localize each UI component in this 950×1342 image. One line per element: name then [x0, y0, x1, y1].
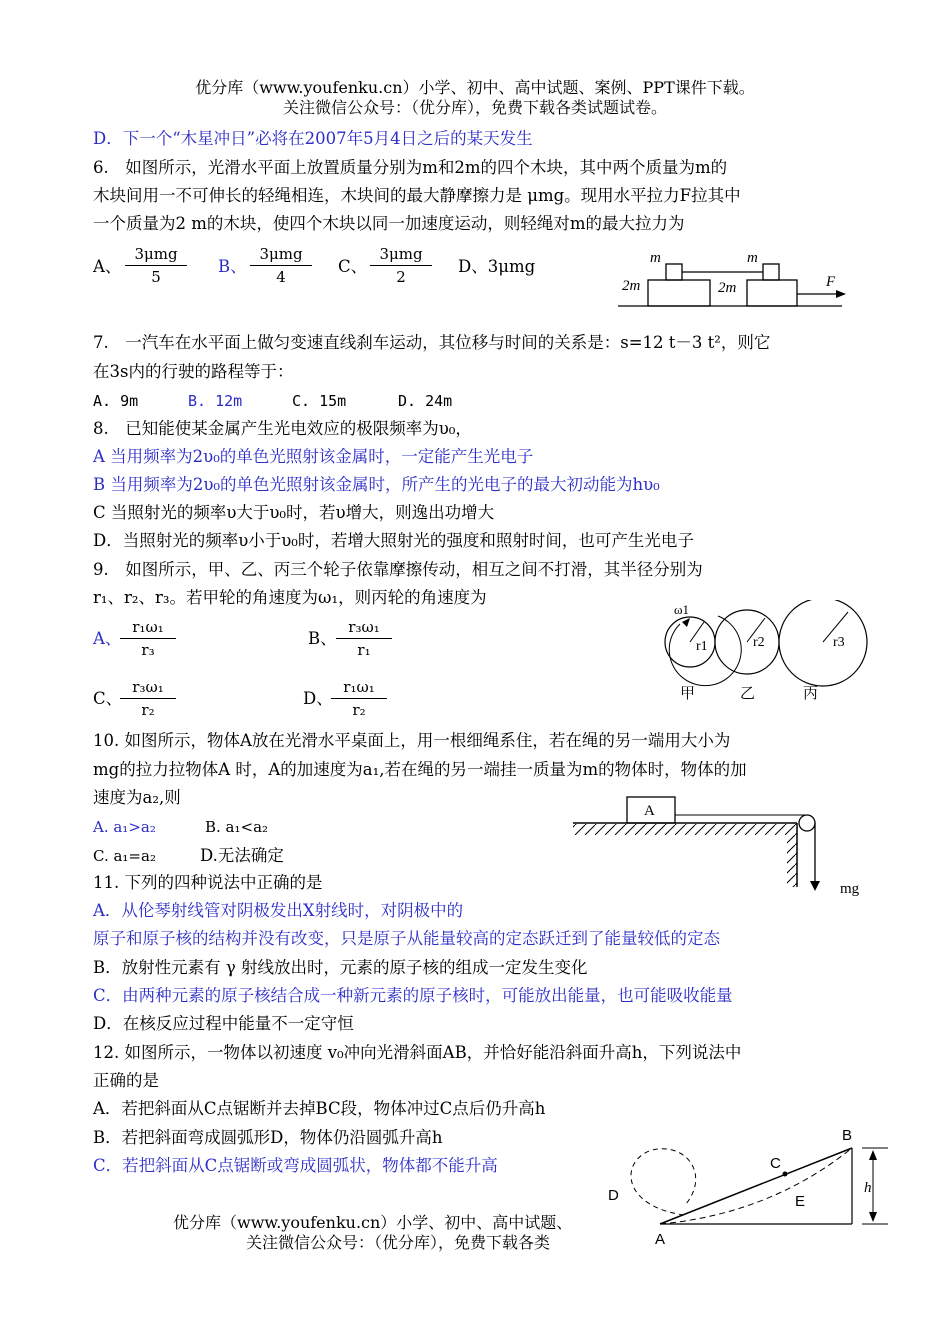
q9-option-b-den: r₁ — [357, 641, 371, 659]
q6-option-a-fraction — [125, 244, 187, 287]
block-2m-left — [648, 280, 710, 306]
q10-text-1: 10. 如图所示，物体A放在光滑水平桌面上，用一根细绳系住，若在绳的另一端用大小为 — [93, 731, 731, 750]
q9-option-d-den: r₂ — [352, 701, 366, 719]
q11-option-c: C．由两种元素的原子核结合成一种新元素的原子核时，可能放出能量，也可能吸收能量 — [93, 986, 733, 1005]
q9-option-c-fraction — [120, 677, 176, 720]
q6-option-b-num: 3μmg — [259, 245, 303, 263]
q9-option-c-label: C、 — [93, 689, 123, 708]
block-2m-right — [747, 280, 797, 306]
q10-option-a: A. a₁>a₂ — [93, 818, 156, 836]
q12-option-a: A．若把斜面从C点锯断并去掉BC段，物体冲过C点后仍升高h — [93, 1099, 546, 1118]
q9-option-a-label: A、 — [93, 629, 122, 648]
header-line-2: 关注微信公众号：（优分库），免费下载各类试题试卷。 — [282, 98, 667, 117]
header-line-1: 优分库（www.youfenku.cn）小学、初中、高中试题、案例、PPT课件下载。 — [195, 78, 755, 97]
footer-line-1: 优分库（www.youfenku.cn）小学、初中、高中试题、 — [173, 1213, 573, 1232]
label-2m-left: 2m — [622, 278, 641, 294]
table-edge-hatch — [787, 835, 797, 887]
q12-incline-figure — [600, 1120, 890, 1250]
q11-option-d: D．在核反应过程中能量不一定守恒 — [93, 1014, 354, 1033]
q8-text: 8. 已知能使某金属产生光电效应的极限频率为υ₀， — [93, 419, 472, 438]
q11-option-a-1: A．从伦琴射线管对阴极发出X射线时，对阴极中的 — [93, 901, 464, 920]
q6-text-2: 木块间用一不可伸长的轻绳相连，木块间的最大静摩擦力是 μmg。现用水平拉力F拉其中 — [93, 186, 741, 205]
incline-AB — [660, 1148, 852, 1224]
q7-option-d: D. 24m — [398, 392, 453, 410]
q9-option-a-num: r₁ω₁ — [132, 618, 164, 636]
block-m-right — [763, 264, 779, 280]
q7-option-c: C. 15m — [292, 392, 347, 410]
table-hatch — [573, 824, 797, 835]
q6-option-d: D、3μmg — [458, 257, 536, 276]
q11-option-a-2: 原子和原子核的结构并没有改变，只是原子从能量较高的定态跃迁到了能量较低的定态 — [93, 929, 720, 948]
q10-text-3: 速度为a₂,则 — [93, 788, 181, 807]
footer-line-2: 关注微信公众号：（优分库），免费下载各类 — [246, 1233, 551, 1252]
q6-blocks-figure — [610, 248, 855, 310]
wheel-bing — [779, 600, 867, 686]
label-E: E — [795, 1193, 806, 1210]
q6-option-a-den: 5 — [151, 268, 161, 286]
label-m-right: m — [747, 250, 758, 266]
arc-D — [631, 1149, 696, 1215]
label-r3: r3 — [833, 635, 845, 650]
point-C — [783, 1172, 788, 1177]
h-arrow-down — [869, 1212, 877, 1222]
q10-option-d: D.无法确定 — [200, 846, 284, 865]
force-arrowhead — [836, 290, 846, 298]
label-A: A — [655, 1231, 666, 1248]
q7-text-2: 在3s内的行驶的路程等于： — [93, 362, 294, 381]
q9-option-a-fraction — [120, 617, 176, 660]
label-r1: r1 — [696, 639, 708, 654]
q6-option-a-label: A、 — [93, 257, 122, 276]
label-omega1: ω1 — [674, 602, 690, 617]
q10-option-b: B. a₁<a₂ — [205, 818, 269, 836]
q8-option-a: A 当用频率为2υ₀的单色光照射该金属时，一定能产生光电子 — [93, 447, 534, 466]
q9-option-b-label: B、 — [308, 629, 337, 648]
q9-wheels-figure — [640, 600, 880, 705]
q10-option-c: C. a₁=a₂ — [93, 847, 156, 865]
label-2m-right: 2m — [718, 280, 737, 296]
label-C: C — [770, 1155, 781, 1172]
q6-option-c-label: C、 — [338, 257, 368, 276]
q9-option-b-fraction — [336, 617, 392, 660]
q6-option-c-den: 2 — [396, 268, 406, 286]
label-jia: 甲 — [680, 684, 696, 702]
h-arrow-up — [869, 1150, 877, 1160]
q7-text-1: 7. 一汽车在水平面上做匀变速直线刹车运动，其位移与时间的关系是：s=12 t－3 t²，则它 — [93, 333, 771, 352]
q12-option-b: B．若把斜面弯成圆弧形D，物体仍沿圆弧升高h — [93, 1128, 443, 1147]
q9-text-1: 9. 如图所示，甲、乙、丙三个轮子依靠摩擦传动，相互之间不打滑，其半径分别为 — [93, 560, 703, 579]
q6-option-c-fraction — [370, 244, 432, 287]
q11-option-b: B．放射性元素有 γ 射线放出时，元素的原子核的组成一定发生变化 — [93, 958, 588, 977]
q8-option-d: D．当照射光的频率υ小于υ₀时，若增大照射光的强度和照射时间，也可产生光电子 — [93, 531, 694, 550]
q7-option-b: B. 12m — [188, 392, 243, 410]
q6-option-b-fraction — [250, 244, 312, 287]
q9-option-b-num: r₃ω₁ — [348, 618, 380, 636]
q12-text-1: 12. 如图所示，一物体以初速度 v₀冲向光滑斜面AB，并恰好能沿斜面升高h，下列说法中 — [93, 1043, 742, 1062]
q6-text-3: 一个质量为2 m的木块，使四个木块以同一加速度运动，则轻绳对m的最大拉力为 — [93, 214, 685, 233]
q7-option-a: A. 9m — [93, 392, 139, 410]
q9-option-d-label: D、 — [303, 689, 333, 708]
q10-text-2: mg的拉力拉物体A 时，A的加速度为a₁,若在绳的另一端挂一质量为m的物体时，物体的加 — [93, 760, 747, 779]
label-bing: 丙 — [803, 684, 819, 702]
label-r2: r2 — [753, 635, 765, 650]
q9-option-a-den: r₃ — [141, 641, 155, 659]
q8-option-b: B 当用频率为2υ₀的单色光照射该金属时，所产生的光电子的最大初动能为hυ₀ — [93, 475, 660, 494]
q6-option-c-num: 3μmg — [379, 245, 423, 263]
pulley — [799, 815, 815, 831]
rotation-arrowhead — [682, 618, 690, 627]
mg-arrowhead — [810, 881, 820, 891]
label-D: D — [608, 1187, 619, 1204]
q8-option-c: C 当照射光的频率υ大于υ₀时，若υ增大，则逸出功增大 — [93, 503, 495, 522]
label-block-A: A — [644, 803, 655, 819]
q6-option-a-num: 3μmg — [134, 245, 178, 263]
label-F: F — [826, 274, 836, 290]
q6-option-b-den: 4 — [276, 268, 286, 286]
label-B: B — [842, 1127, 853, 1144]
label-mg: mg — [840, 881, 860, 897]
label-h: h — [864, 1180, 872, 1196]
label-yi: 乙 — [740, 684, 756, 702]
label-m-left: m — [650, 250, 661, 266]
q11-text: 11. 下列的四种说法中正确的是 — [93, 873, 323, 892]
q5-option-d: D．下一个“木星冲日”必将在2007年5月4日之后的某天发生 — [93, 129, 533, 148]
q9-option-c-den: r₂ — [141, 701, 155, 719]
q6-option-b-label: B、 — [218, 257, 247, 276]
q9-option-d-fraction — [331, 677, 387, 720]
q12-option-c: C．若把斜面从C点锯断或弯成圆弧状，物体都不能升高 — [93, 1156, 498, 1175]
q12-text-2: 正确的是 — [93, 1071, 159, 1090]
block-m-left — [666, 264, 682, 280]
q6-text-1: 6. 如图所示，光滑水平面上放置质量分别为m和2m的四个木块，其中两个质量为m的 — [93, 158, 728, 177]
q9-option-c-num: r₃ω₁ — [132, 678, 164, 696]
q9-text-2: r₁、r₂、r₃。若甲轮的角速度为ω₁，则丙轮的角速度为 — [93, 588, 487, 607]
q9-option-d-num: r₁ω₁ — [343, 678, 375, 696]
q10-table-figure — [565, 795, 875, 903]
